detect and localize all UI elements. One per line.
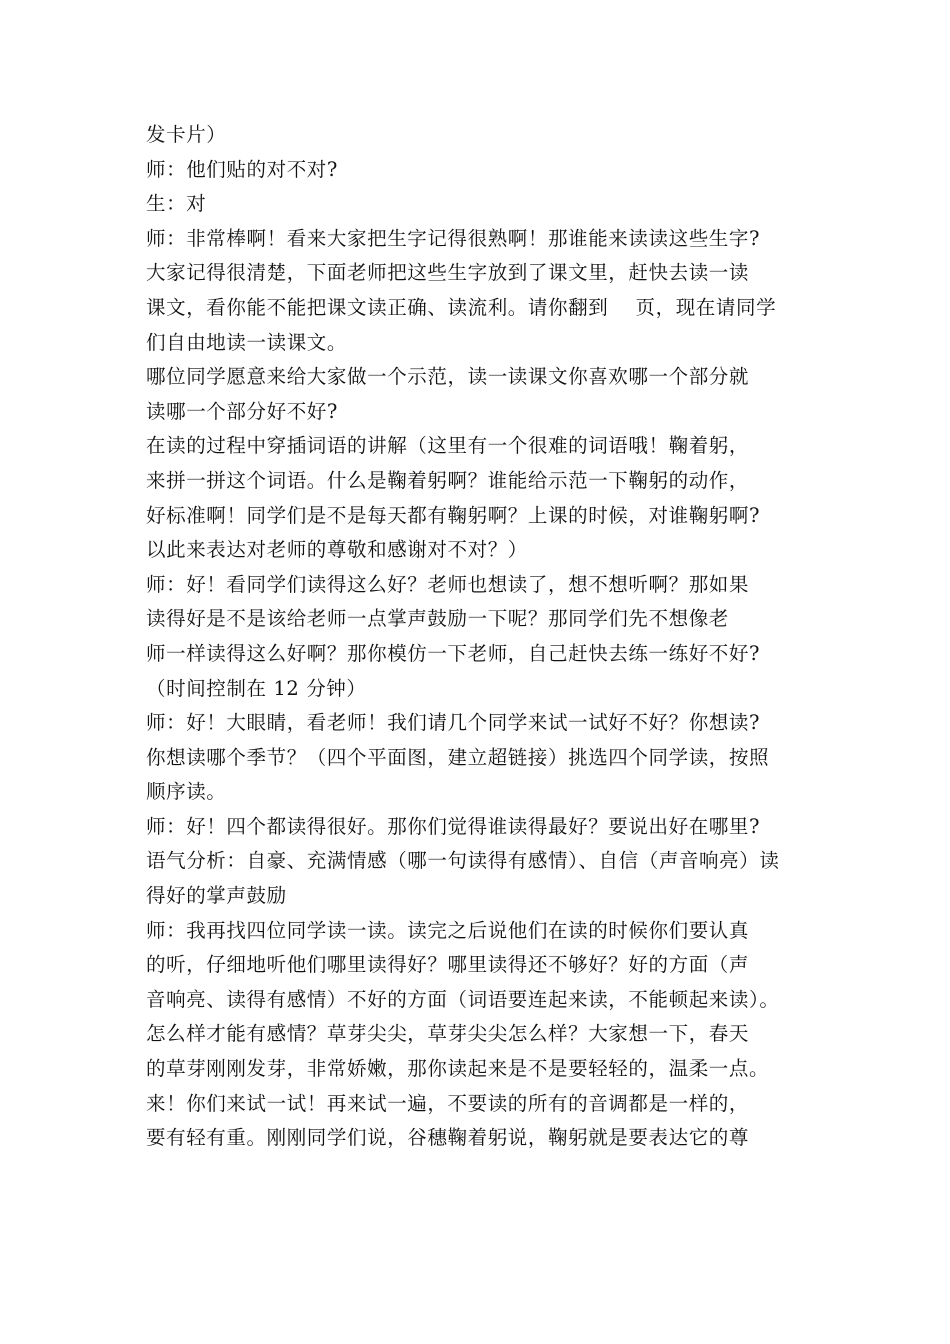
text-line: 要有轻有重。刚刚同学们说，谷穗鞠着躬说，鞠躬就是要表达它的尊 <box>146 1126 750 1150</box>
text-line: 师：好！四个都读得很好。那你们觉得谁读得最好？要说出好在哪里? <box>146 814 761 838</box>
text-line: 得好的掌声鼓励 <box>146 884 287 908</box>
text-line: 发卡片） <box>146 123 227 146</box>
text-line: 师：好！大眼睛，看老师！我们请几个同学来试一试好不好？你想读? <box>146 711 761 735</box>
text-line: 们自由地读一读课文。 <box>146 330 348 354</box>
text-line: 读得好是不是该给老师一点掌声鼓励一下呢？那同学们先不想像老 <box>146 607 729 631</box>
text-line: 语气分析：自豪、充满情感（哪一句读得有感情）、自信（声音响亮）读 <box>146 849 780 873</box>
text-line: 师：他们贴的对不对? <box>146 157 338 181</box>
text-line: 师：非常棒啊！看来大家把生字记得很熟啊！那谁能来读读这些生字? <box>146 226 761 250</box>
text-line: 来！你们来试一试！再来试一遍，不要读的所有的音调都是一样的， <box>146 1091 750 1115</box>
text-line: 顺序读。 <box>146 780 227 804</box>
text-line: 怎么样才能有感情？草芽尖尖，草芽尖尖怎么样？大家想一下，春天 <box>146 1022 750 1046</box>
text-line: 大家记得很清楚，下面老师把这些生字放到了课文里，赶快去读一读 <box>146 261 750 285</box>
text-line: 音响亮、读得有感情）不好的方面（词语要连起来读，不能顿起来读）。 <box>146 987 780 1011</box>
text-line: 的草芽刚刚发芽，非常娇嫩，那你读起来是不是要轻轻的，温柔一点。 <box>146 1057 770 1081</box>
text-line: 好标准啊！同学们是不是每天都有鞠躬啊？上课的时候，对谁鞠躬啊? <box>146 503 761 527</box>
lesson-transcript-text <box>146 118 811 1156</box>
text-line: 的听，仔细地听他们哪里读得好？哪里读得还不够好？好的方面（声 <box>146 953 750 977</box>
text-line: 课文，看你能不能把课文读正确、读流利。请你翻到 页，现在请同学 <box>146 295 777 319</box>
text-line: （时间控制在 12 分钟） <box>146 676 367 700</box>
text-line: 以此来表达对老师的尊敬和感谢对不对？） <box>146 538 528 562</box>
text-line: 师一样读得这么好啊？那你模仿一下老师，自己赶快去练一练好不好? <box>146 641 761 665</box>
text-line: 来拼一拼这个词语。什么是鞠着躬啊？谁能给示范一下鞠躬的动作， <box>146 468 750 492</box>
text-line: 读哪一个部分好不好? <box>146 399 338 423</box>
text-line: 师：我再找四位同学读一读。读完之后说他们在读的时候你们要认真 <box>146 918 750 942</box>
text-line: 师：好！看同学们读得这么好？老师也想读了，想不想听啊？那如果 <box>146 572 750 596</box>
text-line: 你想读哪个季节？（四个平面图，建立超链接）挑选四个同学读，按照 <box>146 745 770 769</box>
text-line: 在读的过程中穿插词语的讲解（这里有一个很难的词语哦！鞠着躬， <box>146 434 750 458</box>
text-line: 哪位同学愿意来给大家做一个示范，读一读课文你喜欢哪一个部分就 <box>146 365 750 389</box>
text-line: 生：对 <box>146 192 207 216</box>
